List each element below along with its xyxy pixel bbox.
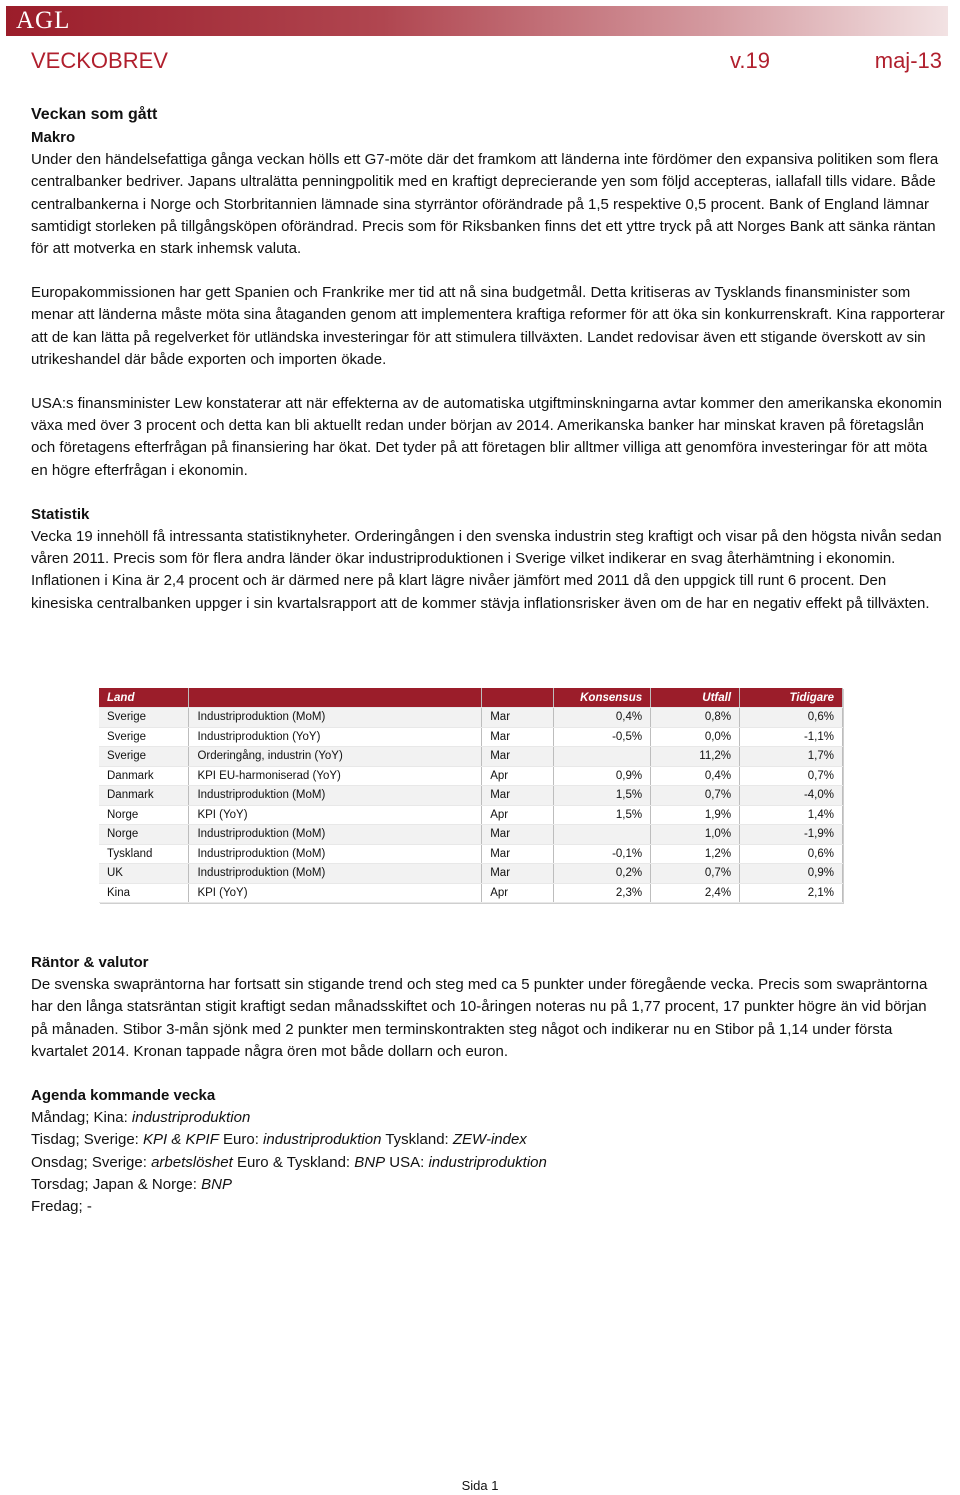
cell-period: Mar [482,864,554,884]
agenda-monday: Måndag; Kina: industriproduktion [31,1109,251,1127]
table-row [99,825,843,845]
statistik-heading: Statistik [31,505,90,523]
cell-utfall: 2,4% [651,883,740,903]
cell-utfall: 0,0% [651,727,740,747]
cell-tidigare: -1,1% [740,727,843,747]
cell-tidigare: -4,0% [740,786,843,806]
cell-indicator: Industriproduktion (MoM) [189,864,482,884]
cell-period: Apr [482,883,554,903]
cell-indicator: KPI (YoY) [189,805,482,825]
cell-konsensus: -0,1% [554,844,651,864]
cell-tidigare: 0,6% [740,844,843,864]
cell-land: UK [99,864,189,884]
cell-tidigare: 0,6% [740,708,843,728]
brand-banner [6,6,948,36]
cell-konsensus: 0,2% [554,864,651,884]
cell-indicator: Orderingång, industrin (YoY) [189,747,482,767]
cell-land: Sverige [99,747,189,767]
cell-indicator: Industriproduktion (YoY) [189,727,482,747]
table-row [99,727,843,747]
cell-indicator: KPI (YoY) [189,883,482,903]
col-utfall: Utfall [651,688,740,708]
cell-utfall: 1,9% [651,805,740,825]
table-row [99,786,843,806]
makro-paragraph-2: Europakommissionen har gett Spanien och Frankrike mer tid att nå sina budgetmål. Detta kritiseras av Tysklands finansminister som menar att länderna måste möta sina åtaganden genom att implementera kraftiga reformer för att öka sin konkurrenskraft. Kina rapporterar att de kan lätta på regelverket för utländska investeringar för att stimulera tillväxten. Landet redovisar även ett stigande överskott av sin utrikeshandel där både exporten och importen ökade. [31,284,945,368]
cell-land: Sverige [99,727,189,747]
table-row [99,805,843,825]
page-number: Sida 1 [461,1478,499,1493]
title-row [31,46,942,76]
cell-konsensus [554,825,651,845]
cell-indicator: Industriproduktion (MoM) [189,844,482,864]
cell-utfall: 1,0% [651,825,740,845]
rantor-heading: Räntor & valutor [31,954,149,971]
table-row [99,747,843,767]
cell-period: Apr [482,766,554,786]
cell-utfall: 0,8% [651,708,740,728]
table-row [99,844,843,864]
main-content [31,103,946,615]
agenda-friday: Fredag; - [31,1198,92,1216]
cell-period: Mar [482,786,554,806]
cell-period: Mar [482,844,554,864]
cell-konsensus: 1,5% [554,786,651,806]
col-konsensus: Konsensus [554,688,651,708]
table-row [99,766,843,786]
cell-land: Tyskland [99,844,189,864]
cell-tidigare: 1,4% [740,805,843,825]
cell-konsensus: 2,3% [554,883,651,903]
table-row [99,864,843,884]
cell-konsensus [554,747,651,767]
cell-tidigare: -1,9% [740,825,843,845]
cell-land: Danmark [99,766,189,786]
col-tidigare: Tidigare [740,688,843,708]
cell-indicator: KPI EU-harmoniserad (YoY) [189,766,482,786]
makro-heading: Makro [31,129,76,146]
makro-paragraph-1: Under den händelsefattiga gånga veckan hölls ett G7-möte där det framkom att länderna inte fördömer den expansiva politiken som flera centralbanker bedriver. Japans ultralätta penningpolitik med en kraftigt deprecierande yen som följd accepteras, iallafall tills vidare. Både centralbankerna i Norge och Storbritannien lämnade sina styrräntor oförändrade på 1,5 respektive 0,5 procent. Bank of England lämnar samtidigt storleken på tillgångsköpen oförändrad. Precis som för Riksbanken finns det ett yttre tryck på att Norges Bank att sänka räntan för att motverka en stark inhemsk valuta. [31,151,939,258]
page-title: VECKOBREV [31,48,168,73]
cell-land: Kina [99,883,189,903]
cell-period: Mar [482,825,554,845]
week-number: v.19 [730,48,770,73]
agenda-heading: Agenda kommande vecka [31,1087,216,1105]
cell-land: Norge [99,825,189,845]
cell-tidigare: 1,7% [740,747,843,767]
statistics-table [99,688,843,903]
cell-konsensus: 1,5% [554,805,651,825]
col-indicator [189,688,482,708]
cell-period: Mar [482,708,554,728]
cell-konsensus: 0,4% [554,708,651,728]
cell-tidigare: 2,1% [740,883,843,903]
cell-tidigare: 0,9% [740,864,843,884]
statistik-paragraph: Vecka 19 innehöll få intressanta statistiknyheter. Orderingången i den svenska industrin steg kraftigt och visar på den högsta nivån sedan våren 2011. Precis som för flera andra länder ökar industriproduktionen i Sverige vilket indikerar en svag återhämtning i ekonomin. Inflationen i Kina är 2,4 procent och är därmed nere på klart lägre nivåer jämfört med 2011 då den uppgick till runt 6 procent. Den kinesiska centralbanken uppger i sin kvartalsrapport att de kommer stävja inflationsrisker även om de har en negativ effekt på tillväxten. [31,528,942,612]
cell-utfall: 1,2% [651,844,740,864]
agenda-tuesday: Tisdag; Sverige: KPI & KPIF Euro: industriproduktion Tyskland: ZEW-index [31,1131,527,1149]
cell-land: Danmark [99,786,189,806]
makro-paragraph-3: USA:s finansminister Lew konstaterar att när effekterna av de automatiska utgiftminskningarna avtar kommer den amerikanska ekonomin växa med över 3 procent och detta kan bli aktuellt redan under början av 2014. Amerikanska banker har minskat kraven på företagslån och företagens efterfrågan på finansiering har ökat. Det tyder på att företagen blir alltmer villiga att genomföra investeringar för att möta en högre efterfrågan i ekonomin. [31,395,942,479]
issue-date: maj-13 [874,48,942,73]
agenda-wednesday: Onsdag; Sverige: arbetslöshet Euro & Tyskland: BNP USA: industriproduktion [31,1153,547,1171]
cell-konsensus: -0,5% [554,727,651,747]
cell-utfall: 0,7% [651,786,740,806]
cell-land: Sverige [99,708,189,728]
cell-indicator: Industriproduktion (MoM) [189,786,482,806]
cell-indicator: Industriproduktion (MoM) [189,825,482,845]
cell-period: Mar [482,727,554,747]
cell-konsensus: 0,9% [554,766,651,786]
agenda-thursday: Torsdag; Japan & Norge: BNP [31,1175,232,1193]
lower-content [31,952,946,1218]
col-land: Land [99,688,189,708]
col-period [482,688,554,708]
cell-utfall: 0,7% [651,864,740,884]
table-header-row [99,688,843,708]
cell-period: Mar [482,747,554,767]
section-heading-week: Veckan som gått [31,106,158,123]
agl-logo: AGL [16,7,71,34]
cell-tidigare: 0,7% [740,766,843,786]
table-row [99,883,843,903]
cell-utfall: 0,4% [651,766,740,786]
cell-utfall: 11,2% [651,747,740,767]
cell-period: Apr [482,805,554,825]
cell-land: Norge [99,805,189,825]
cell-indicator: Industriproduktion (MoM) [189,708,482,728]
table-row [99,708,843,728]
rantor-paragraph: De svenska swapräntorna har fortsatt sin stigande trend och steg med ca 5 punkter under föregående vecka. Precis som swapräntorna har den långa statsräntan stigit kraftigt sedan månadsskiftet och 10-åringen noteras nu på 1,77 procent, 17 punkter högre än vid början på månaden. Stibor 3-mån sjönk med 2 punkter men terminskontrakten steg något och indikerar nu en Stibor på 1,14 under första kvartalet 2014. Kronan tappade några ören mot både dollarn och euron. [31,976,928,1060]
